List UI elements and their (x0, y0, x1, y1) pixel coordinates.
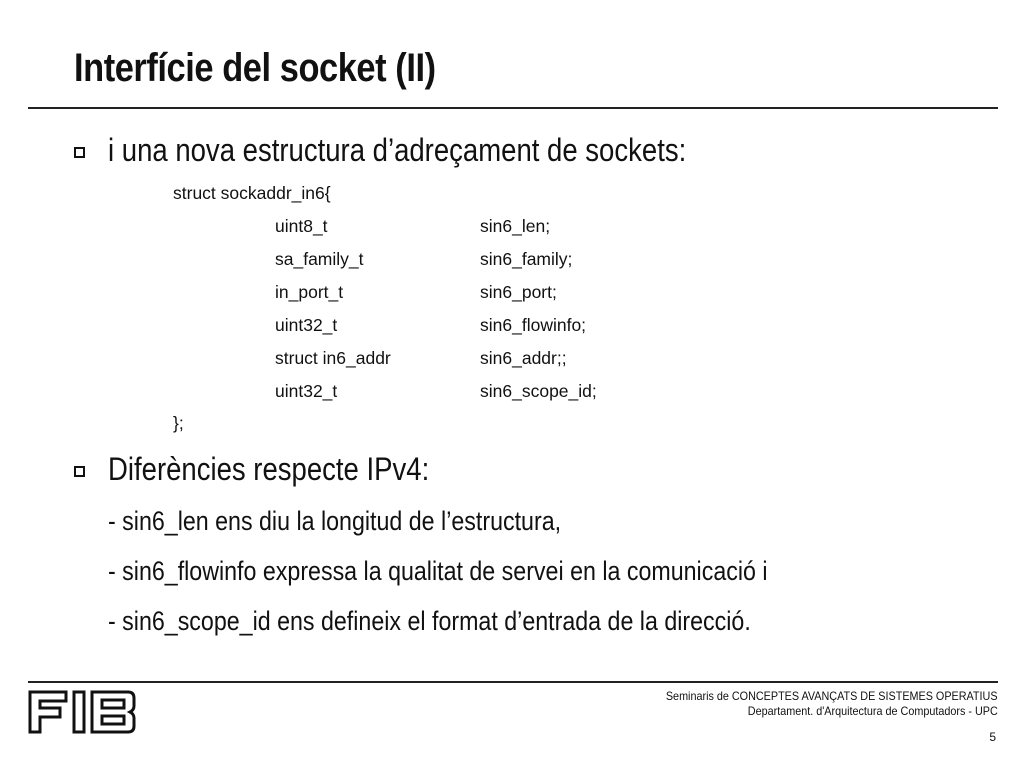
fib-logo-icon (26, 688, 138, 734)
field-type: uint32_t (275, 315, 338, 335)
field-type: sa_family_t (275, 249, 364, 269)
title-divider (28, 107, 998, 109)
footer-department: Departament. d'Arquitectura de Computadors - UPC (748, 704, 998, 718)
field-name: sin6_scope_id; (480, 381, 597, 401)
difference-item: - sin6_len ens diu la longitud de l’estructura, (108, 506, 562, 536)
field-type: struct in6_addr (275, 348, 391, 368)
field-name: sin6_family; (480, 249, 573, 269)
footer-divider (28, 681, 998, 683)
field-type: uint8_t (275, 216, 328, 236)
bullet-square-icon (74, 147, 85, 158)
field-name: sin6_addr;; (480, 348, 567, 368)
page-number: 5 (989, 730, 996, 744)
slide-title: Interfície del socket (II) (74, 46, 436, 90)
bullet-square-icon (74, 466, 85, 477)
footer-course: Seminaris de CONCEPTES AVANÇATS DE SISTEMES OPERATIUS (666, 689, 998, 703)
field-name: sin6_flowinfo; (480, 315, 587, 335)
field-type: in_port_t (275, 282, 344, 302)
bullet-differences-heading: Diferències respecte IPv4: (108, 451, 430, 487)
field-name: sin6_len; (480, 216, 551, 236)
field-type: uint32_t (275, 381, 338, 401)
difference-item: - sin6_scope_id ens defineix el format d’entrada de la direcció. (108, 606, 751, 636)
struct-close: }; (173, 413, 184, 433)
struct-open: struct sockaddr_in6{ (173, 183, 331, 203)
difference-item: - sin6_flowinfo expressa la qualitat de servei en la comunicació i (108, 556, 768, 586)
bullet-structure-heading: i una nova estructura d’adreçament de sockets: (108, 132, 687, 168)
field-name: sin6_port; (480, 282, 557, 302)
